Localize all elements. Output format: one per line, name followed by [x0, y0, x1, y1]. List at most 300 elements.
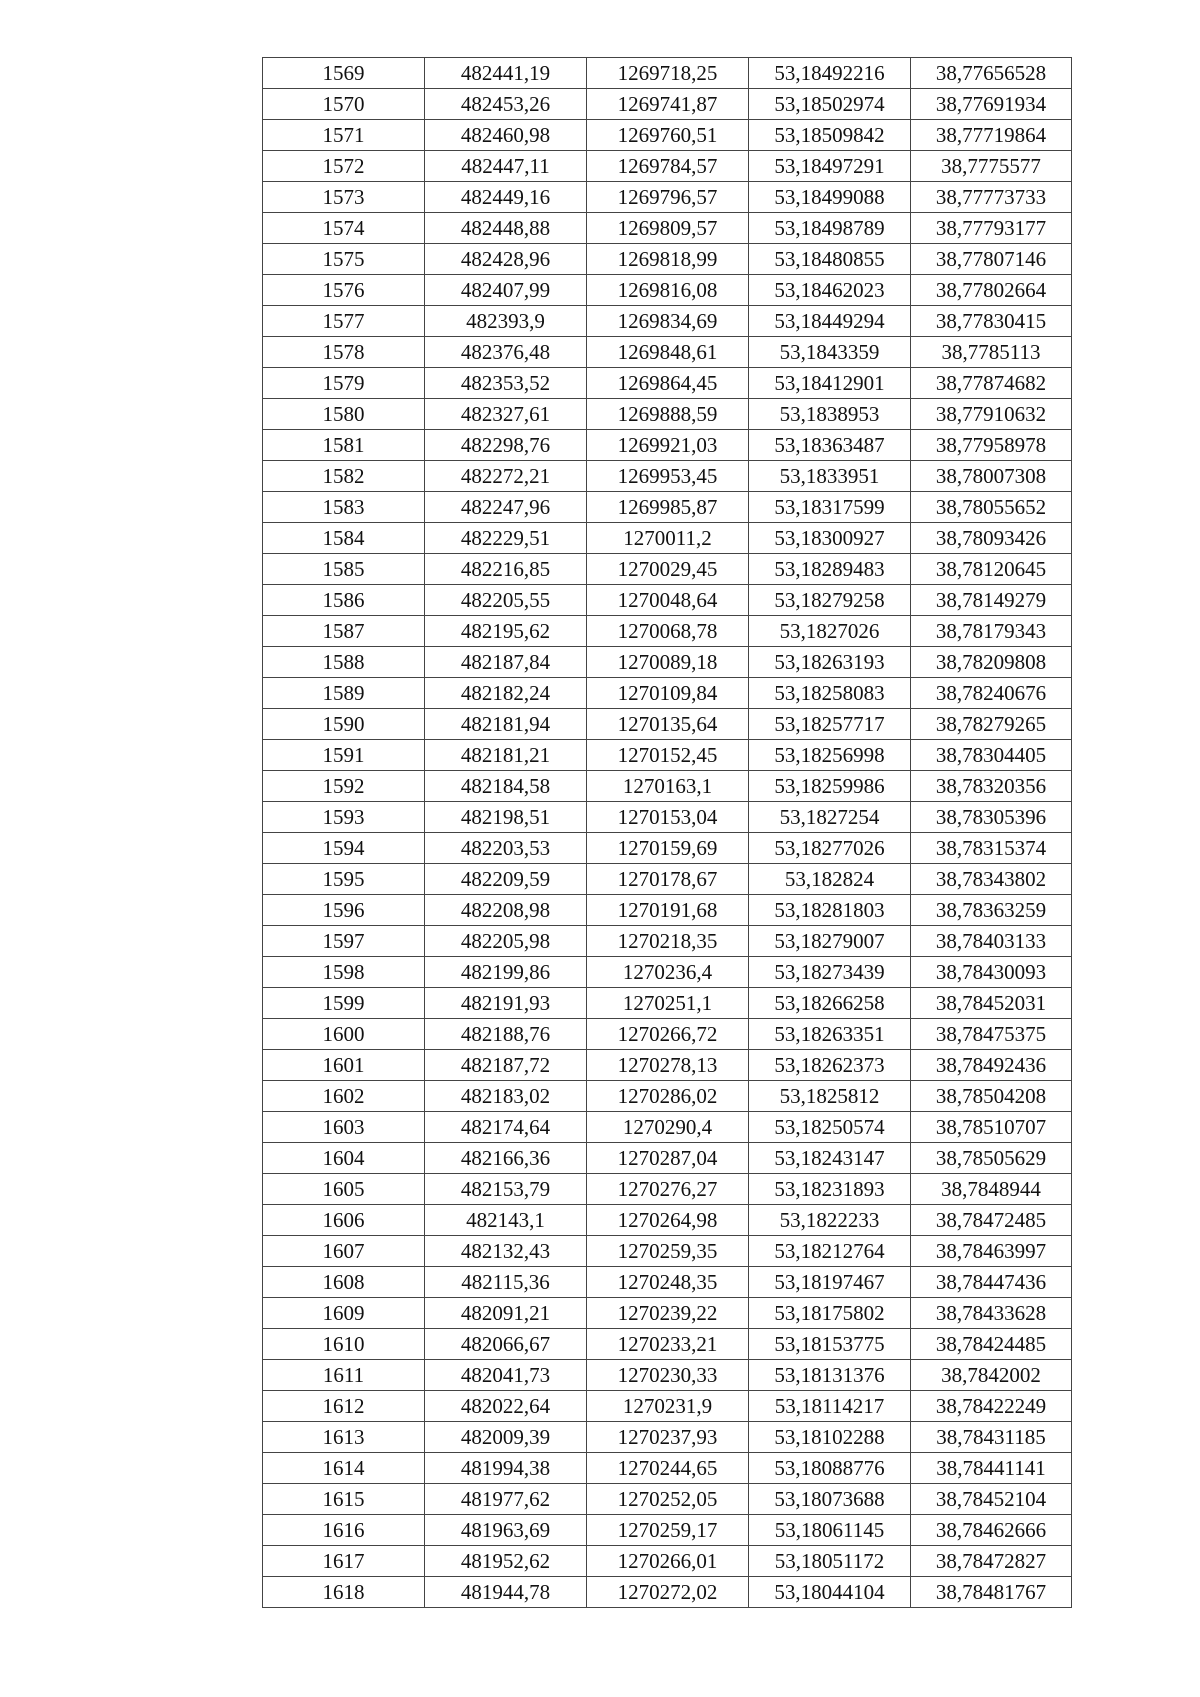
y-coordinate-cell: 1270011,2 — [587, 523, 749, 554]
point-number-cell: 1600 — [263, 1019, 425, 1050]
x-coordinate-cell: 482298,76 — [425, 430, 587, 461]
table-row — [263, 1112, 1072, 1143]
table-row — [263, 1174, 1072, 1205]
x-coordinate-cell: 482353,52 — [425, 368, 587, 399]
longitude-cell: 38,77802664 — [911, 275, 1072, 306]
longitude-cell: 38,77830415 — [911, 306, 1072, 337]
longitude-cell: 38,78441141 — [911, 1453, 1072, 1484]
table-row — [263, 461, 1072, 492]
x-coordinate-cell: 482188,76 — [425, 1019, 587, 1050]
latitude-cell: 53,18231893 — [749, 1174, 911, 1205]
y-coordinate-cell: 1270152,45 — [587, 740, 749, 771]
longitude-cell: 38,78055652 — [911, 492, 1072, 523]
y-coordinate-cell: 1269864,45 — [587, 368, 749, 399]
table-row — [263, 833, 1072, 864]
point-number-cell: 1605 — [263, 1174, 425, 1205]
point-number-cell: 1610 — [263, 1329, 425, 1360]
latitude-cell: 53,18250574 — [749, 1112, 911, 1143]
y-coordinate-cell: 1269921,03 — [587, 430, 749, 461]
longitude-cell: 38,78403133 — [911, 926, 1072, 957]
table-row — [263, 1360, 1072, 1391]
y-coordinate-cell: 1269985,87 — [587, 492, 749, 523]
point-number-cell: 1574 — [263, 213, 425, 244]
x-coordinate-cell: 481977,62 — [425, 1484, 587, 1515]
longitude-cell: 38,78149279 — [911, 585, 1072, 616]
y-coordinate-cell: 1270248,35 — [587, 1267, 749, 1298]
table-row — [263, 1236, 1072, 1267]
point-number-cell: 1614 — [263, 1453, 425, 1484]
x-coordinate-cell: 482187,84 — [425, 647, 587, 678]
x-coordinate-cell: 482184,58 — [425, 771, 587, 802]
point-number-cell: 1603 — [263, 1112, 425, 1143]
table-row — [263, 1453, 1072, 1484]
latitude-cell: 53,18279258 — [749, 585, 911, 616]
table-row — [263, 1267, 1072, 1298]
latitude-cell: 53,18262373 — [749, 1050, 911, 1081]
longitude-cell: 38,78492436 — [911, 1050, 1072, 1081]
longitude-cell: 38,77807146 — [911, 244, 1072, 275]
x-coordinate-cell: 482448,88 — [425, 213, 587, 244]
y-coordinate-cell: 1270244,65 — [587, 1453, 749, 1484]
point-number-cell: 1581 — [263, 430, 425, 461]
y-coordinate-cell: 1269834,69 — [587, 306, 749, 337]
x-coordinate-cell: 482066,67 — [425, 1329, 587, 1360]
y-coordinate-cell: 1270266,01 — [587, 1546, 749, 1577]
latitude-cell: 53,18279007 — [749, 926, 911, 957]
y-coordinate-cell: 1270233,21 — [587, 1329, 749, 1360]
point-number-cell: 1592 — [263, 771, 425, 802]
point-number-cell: 1569 — [263, 58, 425, 89]
longitude-cell: 38,78279265 — [911, 709, 1072, 740]
longitude-cell: 38,78424485 — [911, 1329, 1072, 1360]
table-row — [263, 1422, 1072, 1453]
x-coordinate-cell: 482199,86 — [425, 957, 587, 988]
point-number-cell: 1606 — [263, 1205, 425, 1236]
x-coordinate-cell: 482453,26 — [425, 89, 587, 120]
longitude-cell: 38,78320356 — [911, 771, 1072, 802]
latitude-cell: 53,18412901 — [749, 368, 911, 399]
x-coordinate-cell: 482115,36 — [425, 1267, 587, 1298]
longitude-cell: 38,78315374 — [911, 833, 1072, 864]
table-row — [263, 957, 1072, 988]
x-coordinate-cell: 482022,64 — [425, 1391, 587, 1422]
latitude-cell: 53,18259986 — [749, 771, 911, 802]
x-coordinate-cell: 482203,53 — [425, 833, 587, 864]
table-row — [263, 1298, 1072, 1329]
table-row — [263, 337, 1072, 368]
longitude-cell: 38,77773733 — [911, 182, 1072, 213]
x-coordinate-cell: 482327,61 — [425, 399, 587, 430]
table-row — [263, 151, 1072, 182]
latitude-cell: 53,18073688 — [749, 1484, 911, 1515]
x-coordinate-cell: 482174,64 — [425, 1112, 587, 1143]
latitude-cell: 53,18263351 — [749, 1019, 911, 1050]
table-row — [263, 1515, 1072, 1546]
x-coordinate-cell: 482393,9 — [425, 306, 587, 337]
latitude-cell: 53,18175802 — [749, 1298, 911, 1329]
longitude-cell: 38,78463997 — [911, 1236, 1072, 1267]
table-row — [263, 926, 1072, 957]
longitude-cell: 38,78504208 — [911, 1081, 1072, 1112]
latitude-cell: 53,18061145 — [749, 1515, 911, 1546]
point-number-cell: 1573 — [263, 182, 425, 213]
table-row — [263, 368, 1072, 399]
x-coordinate-cell: 482195,62 — [425, 616, 587, 647]
longitude-cell: 38,78305396 — [911, 802, 1072, 833]
y-coordinate-cell: 1270259,17 — [587, 1515, 749, 1546]
y-coordinate-cell: 1270231,9 — [587, 1391, 749, 1422]
latitude-cell: 53,18256998 — [749, 740, 911, 771]
latitude-cell: 53,18257717 — [749, 709, 911, 740]
latitude-cell: 53,1838953 — [749, 399, 911, 430]
longitude-cell: 38,77958978 — [911, 430, 1072, 461]
table-row — [263, 802, 1072, 833]
x-coordinate-cell: 482460,98 — [425, 120, 587, 151]
point-number-cell: 1590 — [263, 709, 425, 740]
longitude-cell: 38,78179343 — [911, 616, 1072, 647]
latitude-cell: 53,18300927 — [749, 523, 911, 554]
longitude-cell: 38,78447436 — [911, 1267, 1072, 1298]
point-number-cell: 1593 — [263, 802, 425, 833]
y-coordinate-cell: 1269760,51 — [587, 120, 749, 151]
latitude-cell: 53,18502974 — [749, 89, 911, 120]
table-row — [263, 1577, 1072, 1608]
latitude-cell: 53,18499088 — [749, 182, 911, 213]
point-number-cell: 1583 — [263, 492, 425, 523]
point-number-cell: 1585 — [263, 554, 425, 585]
x-coordinate-cell: 482198,51 — [425, 802, 587, 833]
longitude-cell: 38,78472827 — [911, 1546, 1072, 1577]
y-coordinate-cell: 1270029,45 — [587, 554, 749, 585]
table-row — [263, 244, 1072, 275]
latitude-cell: 53,1827026 — [749, 616, 911, 647]
latitude-cell: 53,1843359 — [749, 337, 911, 368]
table-row — [263, 492, 1072, 523]
x-coordinate-cell: 482183,02 — [425, 1081, 587, 1112]
table-row — [263, 1205, 1072, 1236]
point-number-cell: 1608 — [263, 1267, 425, 1298]
y-coordinate-cell: 1270251,1 — [587, 988, 749, 1019]
point-number-cell: 1579 — [263, 368, 425, 399]
point-number-cell: 1577 — [263, 306, 425, 337]
x-coordinate-cell: 482428,96 — [425, 244, 587, 275]
y-coordinate-cell: 1270191,68 — [587, 895, 749, 926]
point-number-cell: 1612 — [263, 1391, 425, 1422]
latitude-cell: 53,18051172 — [749, 1546, 911, 1577]
table-row — [263, 895, 1072, 926]
coordinates-table — [262, 57, 1072, 1608]
table-row — [263, 709, 1072, 740]
y-coordinate-cell: 1269796,57 — [587, 182, 749, 213]
longitude-cell: 38,77910632 — [911, 399, 1072, 430]
y-coordinate-cell: 1270272,02 — [587, 1577, 749, 1608]
y-coordinate-cell: 1270109,84 — [587, 678, 749, 709]
table-row — [263, 58, 1072, 89]
latitude-cell: 53,18317599 — [749, 492, 911, 523]
y-coordinate-cell: 1269718,25 — [587, 58, 749, 89]
y-coordinate-cell: 1270236,4 — [587, 957, 749, 988]
longitude-cell: 38,77656528 — [911, 58, 1072, 89]
y-coordinate-cell: 1270278,13 — [587, 1050, 749, 1081]
x-coordinate-cell: 482091,21 — [425, 1298, 587, 1329]
longitude-cell: 38,7842002 — [911, 1360, 1072, 1391]
table-row — [263, 585, 1072, 616]
table-row — [263, 1050, 1072, 1081]
point-number-cell: 1578 — [263, 337, 425, 368]
y-coordinate-cell: 1270259,35 — [587, 1236, 749, 1267]
table-row — [263, 740, 1072, 771]
latitude-cell: 53,18509842 — [749, 120, 911, 151]
latitude-cell: 53,18289483 — [749, 554, 911, 585]
table-row — [263, 554, 1072, 585]
longitude-cell: 38,78007308 — [911, 461, 1072, 492]
table-row — [263, 430, 1072, 461]
table-row — [263, 678, 1072, 709]
table-row — [263, 1019, 1072, 1050]
point-number-cell: 1616 — [263, 1515, 425, 1546]
longitude-cell: 38,78431185 — [911, 1422, 1072, 1453]
latitude-cell: 53,18277026 — [749, 833, 911, 864]
x-coordinate-cell: 482205,55 — [425, 585, 587, 616]
point-number-cell: 1596 — [263, 895, 425, 926]
latitude-cell: 53,18088776 — [749, 1453, 911, 1484]
y-coordinate-cell: 1270159,69 — [587, 833, 749, 864]
point-number-cell: 1595 — [263, 864, 425, 895]
x-coordinate-cell: 482449,16 — [425, 182, 587, 213]
latitude-cell: 53,18497291 — [749, 151, 911, 182]
point-number-cell: 1572 — [263, 151, 425, 182]
y-coordinate-cell: 1270218,35 — [587, 926, 749, 957]
latitude-cell: 53,18462023 — [749, 275, 911, 306]
point-number-cell: 1607 — [263, 1236, 425, 1267]
table-row — [263, 1081, 1072, 1112]
x-coordinate-cell: 482132,43 — [425, 1236, 587, 1267]
y-coordinate-cell: 1269848,61 — [587, 337, 749, 368]
latitude-cell: 53,1827254 — [749, 802, 911, 833]
table-row — [263, 771, 1072, 802]
coordinates-table-body — [263, 58, 1072, 1608]
point-number-cell: 1594 — [263, 833, 425, 864]
x-coordinate-cell: 482153,79 — [425, 1174, 587, 1205]
y-coordinate-cell: 1269741,87 — [587, 89, 749, 120]
point-number-cell: 1591 — [263, 740, 425, 771]
x-coordinate-cell: 482205,98 — [425, 926, 587, 957]
point-number-cell: 1580 — [263, 399, 425, 430]
y-coordinate-cell: 1269888,59 — [587, 399, 749, 430]
x-coordinate-cell: 482187,72 — [425, 1050, 587, 1081]
table-row — [263, 647, 1072, 678]
longitude-cell: 38,78343802 — [911, 864, 1072, 895]
y-coordinate-cell: 1270230,33 — [587, 1360, 749, 1391]
longitude-cell: 38,78433628 — [911, 1298, 1072, 1329]
longitude-cell: 38,77691934 — [911, 89, 1072, 120]
latitude-cell: 53,18266258 — [749, 988, 911, 1019]
latitude-cell: 53,18492216 — [749, 58, 911, 89]
y-coordinate-cell: 1270287,04 — [587, 1143, 749, 1174]
x-coordinate-cell: 482191,93 — [425, 988, 587, 1019]
latitude-cell: 53,18263193 — [749, 647, 911, 678]
table-row — [263, 120, 1072, 151]
y-coordinate-cell: 1269816,08 — [587, 275, 749, 306]
point-number-cell: 1617 — [263, 1546, 425, 1577]
longitude-cell: 38,78120645 — [911, 554, 1072, 585]
table-row — [263, 399, 1072, 430]
y-coordinate-cell: 1270089,18 — [587, 647, 749, 678]
y-coordinate-cell: 1270237,93 — [587, 1422, 749, 1453]
table-row — [263, 213, 1072, 244]
y-coordinate-cell: 1270178,67 — [587, 864, 749, 895]
x-coordinate-cell: 482209,59 — [425, 864, 587, 895]
table-row — [263, 1484, 1072, 1515]
latitude-cell: 53,18044104 — [749, 1577, 911, 1608]
x-coordinate-cell: 481963,69 — [425, 1515, 587, 1546]
point-number-cell: 1609 — [263, 1298, 425, 1329]
point-number-cell: 1587 — [263, 616, 425, 647]
point-number-cell: 1613 — [263, 1422, 425, 1453]
point-number-cell: 1570 — [263, 89, 425, 120]
longitude-cell: 38,78452104 — [911, 1484, 1072, 1515]
x-coordinate-cell: 482216,85 — [425, 554, 587, 585]
latitude-cell: 53,18212764 — [749, 1236, 911, 1267]
y-coordinate-cell: 1269809,57 — [587, 213, 749, 244]
x-coordinate-cell: 482009,39 — [425, 1422, 587, 1453]
longitude-cell: 38,78304405 — [911, 740, 1072, 771]
longitude-cell: 38,7848944 — [911, 1174, 1072, 1205]
longitude-cell: 38,78452031 — [911, 988, 1072, 1019]
point-number-cell: 1597 — [263, 926, 425, 957]
latitude-cell: 53,18480855 — [749, 244, 911, 275]
point-number-cell: 1575 — [263, 244, 425, 275]
x-coordinate-cell: 482181,21 — [425, 740, 587, 771]
x-coordinate-cell: 482166,36 — [425, 1143, 587, 1174]
x-coordinate-cell: 481944,78 — [425, 1577, 587, 1608]
y-coordinate-cell: 1270068,78 — [587, 616, 749, 647]
latitude-cell: 53,18449294 — [749, 306, 911, 337]
y-coordinate-cell: 1270239,22 — [587, 1298, 749, 1329]
point-number-cell: 1604 — [263, 1143, 425, 1174]
point-number-cell: 1599 — [263, 988, 425, 1019]
longitude-cell: 38,7785113 — [911, 337, 1072, 368]
x-coordinate-cell: 482181,94 — [425, 709, 587, 740]
y-coordinate-cell: 1270163,1 — [587, 771, 749, 802]
latitude-cell: 53,1825812 — [749, 1081, 911, 1112]
longitude-cell: 38,78209808 — [911, 647, 1072, 678]
x-coordinate-cell: 482041,73 — [425, 1360, 587, 1391]
latitude-cell: 53,1833951 — [749, 461, 911, 492]
y-coordinate-cell: 1270264,98 — [587, 1205, 749, 1236]
point-number-cell: 1586 — [263, 585, 425, 616]
latitude-cell: 53,18102288 — [749, 1422, 911, 1453]
x-coordinate-cell: 482229,51 — [425, 523, 587, 554]
y-coordinate-cell: 1269818,99 — [587, 244, 749, 275]
y-coordinate-cell: 1270290,4 — [587, 1112, 749, 1143]
point-number-cell: 1582 — [263, 461, 425, 492]
latitude-cell: 53,182824 — [749, 864, 911, 895]
longitude-cell: 38,78475375 — [911, 1019, 1072, 1050]
table-row — [263, 616, 1072, 647]
point-number-cell: 1589 — [263, 678, 425, 709]
table-row — [263, 89, 1072, 120]
y-coordinate-cell: 1270153,04 — [587, 802, 749, 833]
x-coordinate-cell: 482441,19 — [425, 58, 587, 89]
latitude-cell: 53,18258083 — [749, 678, 911, 709]
latitude-cell: 53,18273439 — [749, 957, 911, 988]
longitude-cell: 38,78363259 — [911, 895, 1072, 926]
point-number-cell: 1588 — [263, 647, 425, 678]
latitude-cell: 53,18243147 — [749, 1143, 911, 1174]
latitude-cell: 53,18197467 — [749, 1267, 911, 1298]
longitude-cell: 38,7775577 — [911, 151, 1072, 182]
longitude-cell: 38,78093426 — [911, 523, 1072, 554]
longitude-cell: 38,77719864 — [911, 120, 1072, 151]
x-coordinate-cell: 482208,98 — [425, 895, 587, 926]
y-coordinate-cell: 1269784,57 — [587, 151, 749, 182]
latitude-cell: 53,18114217 — [749, 1391, 911, 1422]
table-row — [263, 275, 1072, 306]
table-row — [263, 864, 1072, 895]
longitude-cell: 38,77793177 — [911, 213, 1072, 244]
x-coordinate-cell: 481994,38 — [425, 1453, 587, 1484]
x-coordinate-cell: 482272,21 — [425, 461, 587, 492]
x-coordinate-cell: 482447,11 — [425, 151, 587, 182]
x-coordinate-cell: 482247,96 — [425, 492, 587, 523]
longitude-cell: 38,78462666 — [911, 1515, 1072, 1546]
y-coordinate-cell: 1270276,27 — [587, 1174, 749, 1205]
longitude-cell: 38,78472485 — [911, 1205, 1072, 1236]
longitude-cell: 38,78430093 — [911, 957, 1072, 988]
y-coordinate-cell: 1269953,45 — [587, 461, 749, 492]
y-coordinate-cell: 1270266,72 — [587, 1019, 749, 1050]
y-coordinate-cell: 1270286,02 — [587, 1081, 749, 1112]
point-number-cell: 1576 — [263, 275, 425, 306]
table-row — [263, 523, 1072, 554]
longitude-cell: 38,77874682 — [911, 368, 1072, 399]
latitude-cell: 53,1822233 — [749, 1205, 911, 1236]
table-row — [263, 182, 1072, 213]
x-coordinate-cell: 481952,62 — [425, 1546, 587, 1577]
latitude-cell: 53,18281803 — [749, 895, 911, 926]
point-number-cell: 1584 — [263, 523, 425, 554]
x-coordinate-cell: 482407,99 — [425, 275, 587, 306]
longitude-cell: 38,78240676 — [911, 678, 1072, 709]
longitude-cell: 38,78505629 — [911, 1143, 1072, 1174]
point-number-cell: 1618 — [263, 1577, 425, 1608]
longitude-cell: 38,78481767 — [911, 1577, 1072, 1608]
point-number-cell: 1602 — [263, 1081, 425, 1112]
point-number-cell: 1571 — [263, 120, 425, 151]
latitude-cell: 53,18498789 — [749, 213, 911, 244]
y-coordinate-cell: 1270252,05 — [587, 1484, 749, 1515]
latitude-cell: 53,18131376 — [749, 1360, 911, 1391]
point-number-cell: 1601 — [263, 1050, 425, 1081]
table-row — [263, 1546, 1072, 1577]
point-number-cell: 1615 — [263, 1484, 425, 1515]
table-row — [263, 988, 1072, 1019]
y-coordinate-cell: 1270048,64 — [587, 585, 749, 616]
table-row — [263, 1329, 1072, 1360]
table-row — [263, 306, 1072, 337]
point-number-cell: 1598 — [263, 957, 425, 988]
table-row — [263, 1391, 1072, 1422]
x-coordinate-cell: 482182,24 — [425, 678, 587, 709]
point-number-cell: 1611 — [263, 1360, 425, 1391]
latitude-cell: 53,18363487 — [749, 430, 911, 461]
x-coordinate-cell: 482376,48 — [425, 337, 587, 368]
longitude-cell: 38,78422249 — [911, 1391, 1072, 1422]
x-coordinate-cell: 482143,1 — [425, 1205, 587, 1236]
table-row — [263, 1143, 1072, 1174]
latitude-cell: 53,18153775 — [749, 1329, 911, 1360]
